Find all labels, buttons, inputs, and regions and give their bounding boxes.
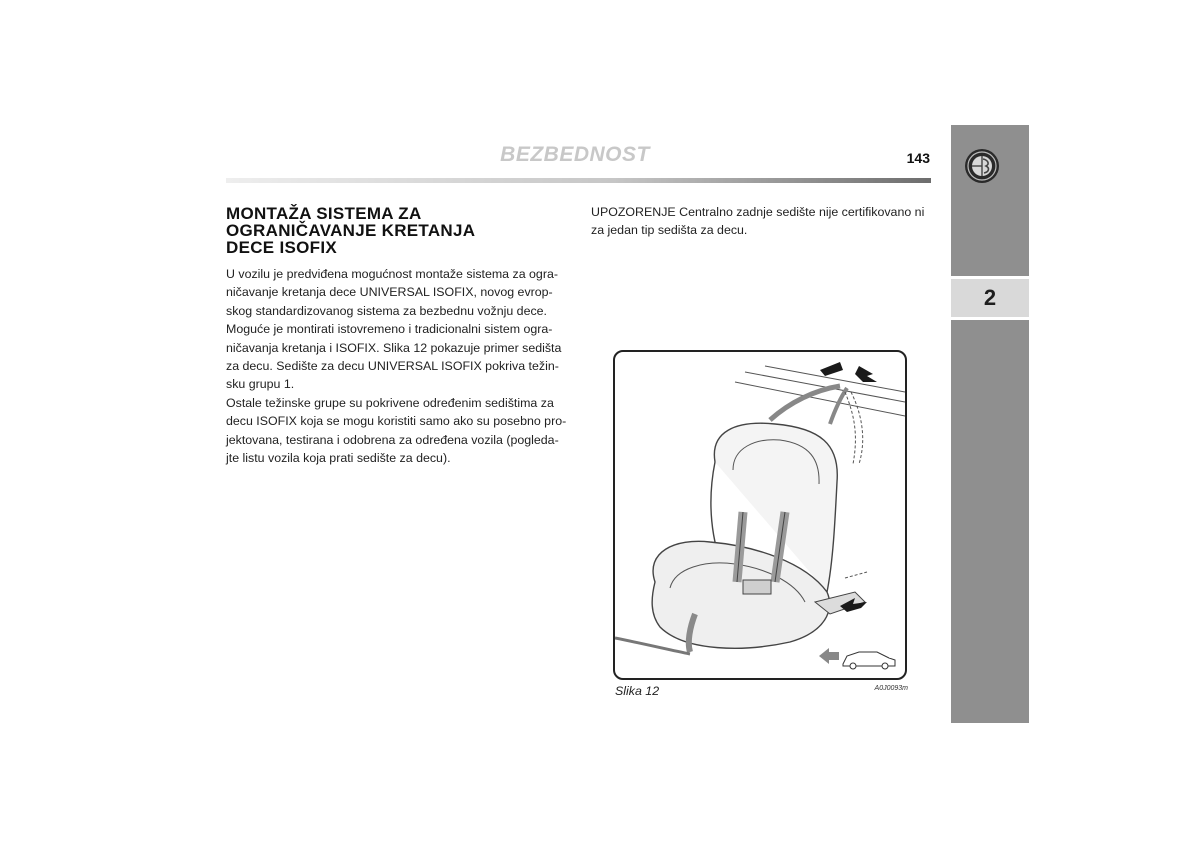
warning-line: UPOZORENJE Centralno zadnje sedište nije certifikovano ni bbox=[591, 205, 925, 219]
body-line: Moguće je montirati istovremeno i tradicionalni sistem ogra- bbox=[226, 322, 553, 337]
body-line: sku grupu 1. bbox=[226, 377, 295, 392]
body-line: ničavanje kretanja dece UNIVERSAL ISOFIX, novog evrop- bbox=[226, 285, 553, 300]
header-divider bbox=[226, 178, 931, 183]
body-line: U vozilu je predviđena mogućnost montaže sistema za ogra- bbox=[226, 267, 558, 281]
heading-line: OGRANIČAVANJE KRETANJA bbox=[226, 221, 476, 240]
chapter-side-tab bbox=[951, 125, 1029, 723]
running-header-title: BEZBEDNOST bbox=[500, 143, 650, 166]
body-line: za decu. Sedište za decu UNIVERSAL ISOFIX pokriva težin- bbox=[226, 359, 559, 374]
warning-line: za jedan tip sedišta za decu. bbox=[591, 223, 748, 238]
figure-code: A0J0093m bbox=[874, 685, 908, 692]
warning-note bbox=[591, 203, 936, 240]
body-line: jte listu vozila koja prati sedište za decu). bbox=[226, 451, 451, 466]
section-body bbox=[226, 265, 566, 467]
body-line: decu ISOFIX koja se mogu koristiti samo ako su posebno pro- bbox=[226, 414, 567, 429]
page-number: 143 bbox=[906, 150, 930, 166]
chapter-number: 2 bbox=[951, 276, 1029, 320]
figure-caption: Slika 12 bbox=[615, 684, 660, 698]
body-line: ničavanja kretanja i ISOFIX. Slika 12 pokazuje primer sedišta bbox=[226, 340, 562, 355]
section-heading bbox=[226, 205, 566, 256]
heading-line: DECE ISOFIX bbox=[226, 238, 337, 257]
body-line: skog standardizovanog sistema za bezbednu vožnju dece. bbox=[226, 303, 547, 318]
body-line: Ostale težinske grupe su pokrivene određenim sedištima za bbox=[226, 395, 554, 410]
body-line: jektovana, testirana i odobrena za određena vozila (pogleda- bbox=[226, 432, 559, 447]
isofix-child-seat-illustration bbox=[615, 352, 905, 678]
heading-line: MONTAŽA SISTEMA ZA bbox=[226, 204, 422, 223]
alfa-romeo-badge-icon bbox=[964, 148, 1000, 184]
figure-frame bbox=[613, 350, 907, 680]
